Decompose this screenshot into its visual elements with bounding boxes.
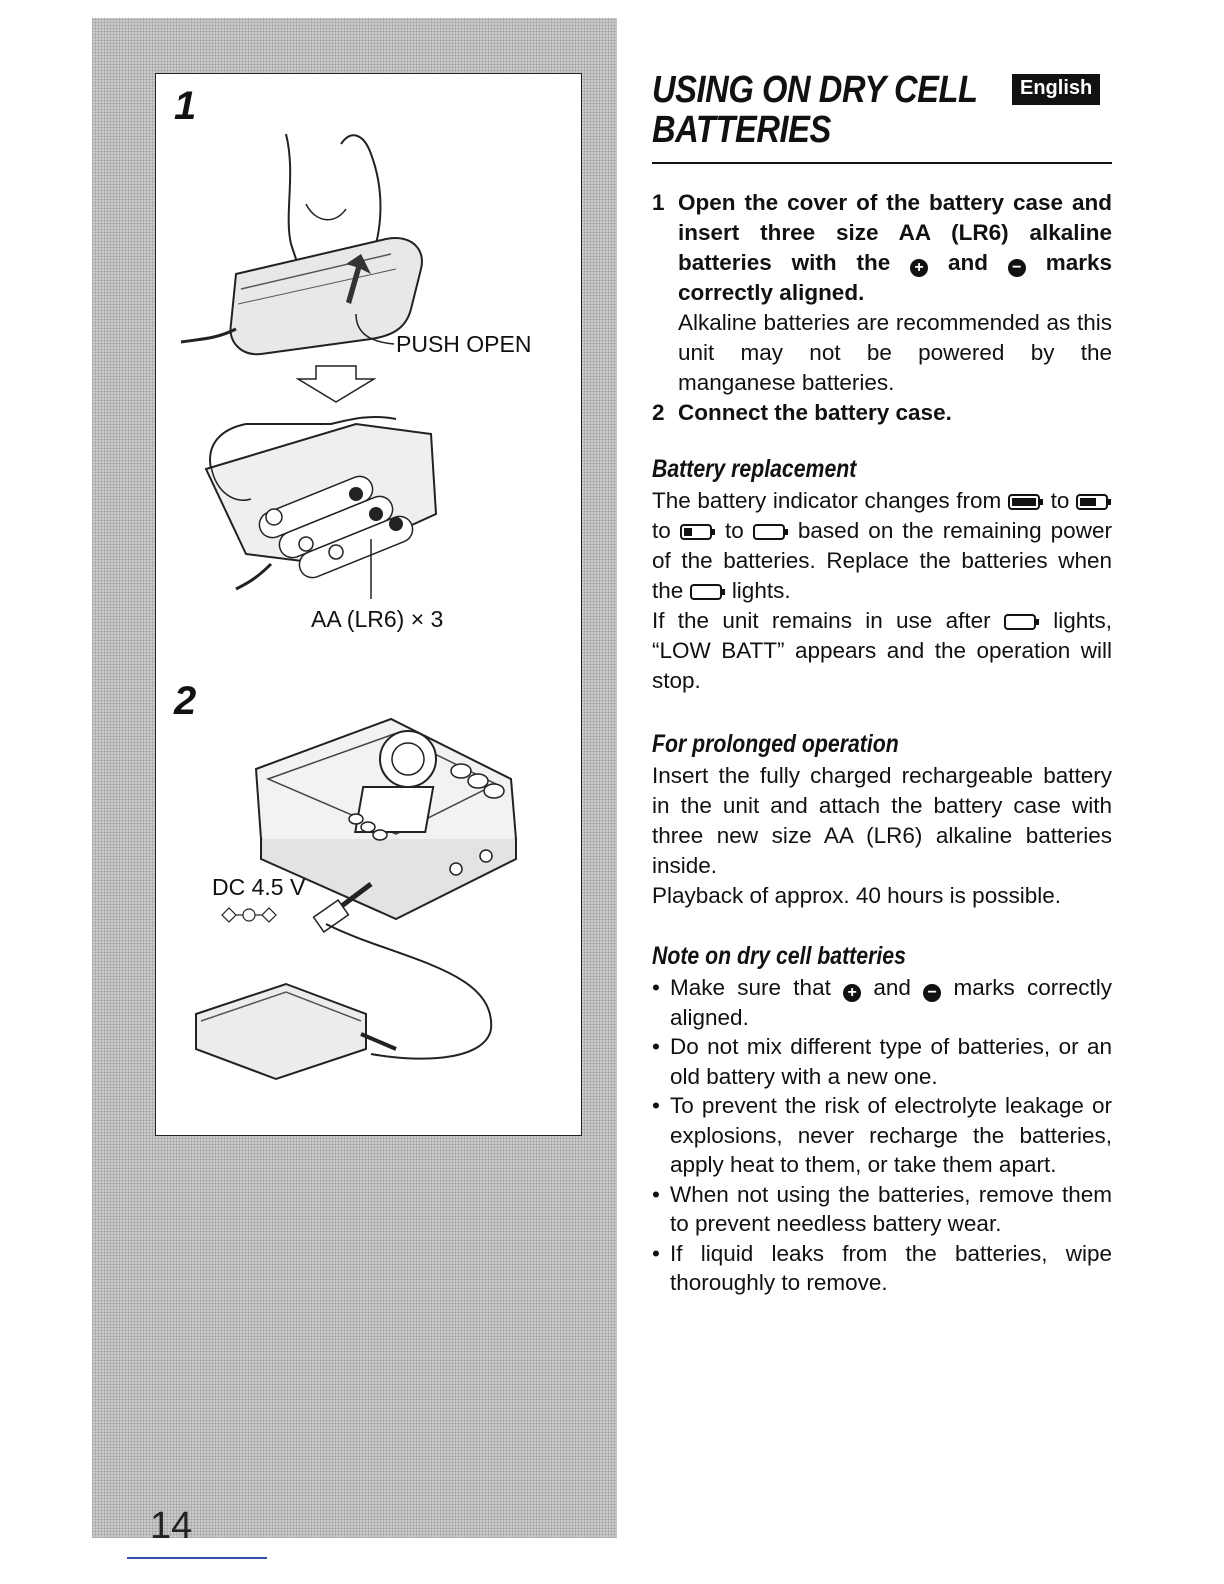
text-column (652, 69, 1112, 1295)
battery-empty-icon (690, 583, 726, 601)
step-1-text (678, 188, 1112, 398)
plus-mark-icon: + (910, 259, 928, 277)
step-1-number: 1 (652, 190, 665, 215)
language-badge: English (1012, 74, 1100, 105)
br-to-2: to (652, 518, 671, 543)
step-2-bold: Connect the battery case. (678, 400, 952, 425)
br-to-3: to (724, 518, 744, 543)
step-2-number: 2 (652, 400, 665, 425)
br-to-1: to (1050, 488, 1070, 513)
note-item-1 (652, 973, 1112, 1032)
br-text-2: based on the remaining power of the batteries. Replace the batteries when the (652, 518, 1112, 603)
note-item-5: • If liquid leaks from the batteries, wipe thoroughly to remove. (652, 1239, 1112, 1298)
step-1-detail: Alkaline batteries are recommended as this unit may not be powered by the manganese batteries. (678, 310, 1112, 395)
note-item-2: • Do not mix different type of batteries, or an old battery with a new one. (652, 1032, 1112, 1091)
figure-step1-number: 1 (174, 84, 197, 128)
prolonged-operation-section (652, 730, 1112, 911)
battery-quantity-label: AA (LR6) × 3 (311, 606, 444, 632)
note-item-4: • When not using the batteries, remove them to prevent needless battery wear. (652, 1180, 1112, 1239)
step-2 (652, 398, 1112, 428)
br-text-1: The battery indicator changes from (652, 488, 1002, 513)
title-line1: USING ON DRY CELL (652, 69, 978, 111)
step-1-bold-a: Open the cover of the battery case and insert three size AA (LR6) alkaline batteries with the (678, 190, 1112, 275)
plus-mark-icon: + (843, 984, 861, 1002)
note-heading: Note on dry cell batteries (652, 942, 906, 970)
title-line2: BATTERIES (652, 109, 831, 151)
battery-empty-icon (1004, 613, 1040, 631)
dc-voltage-label: DC 4.5 V (212, 874, 306, 900)
note-1-text-b: marks correctly aligned. (670, 975, 1112, 1030)
battery-empty-icon (753, 523, 789, 541)
figure-panel-step2 (155, 669, 582, 1136)
steps-list (652, 188, 1112, 428)
prolonged-operation-text-2: Playback of approx. 40 hours is possible. (652, 883, 1061, 908)
bottom-rule (127, 1557, 267, 1559)
page-number: 14 (150, 1505, 193, 1547)
battery-replacement-text (652, 486, 1112, 696)
prolonged-operation-text-1: Insert the fully charged rechargeable battery in the unit and attach the battery case with three new size AA (LR6) alkaline batteries inside. (652, 763, 1112, 878)
note-1-text-a: Make sure that (670, 975, 831, 1000)
br-text-3: If the unit remains in use after (652, 608, 991, 633)
figure-panel-step1 (155, 73, 582, 671)
note-section (652, 942, 1112, 1298)
battery-full-icon (1008, 493, 1044, 511)
step-2-text (678, 398, 952, 428)
note-1-and: and (873, 975, 911, 1000)
br-lights-1: lights. (731, 578, 791, 603)
battery-one-third-icon (680, 523, 716, 541)
step-1-and: and (947, 250, 988, 275)
note-item-3: • To prevent the risk of electrolyte leakage or explosions, never recharge the batteries, apply heat to them, or take them apart. (652, 1091, 1112, 1180)
minus-mark-icon: − (1008, 259, 1026, 277)
battery-two-thirds-icon (1076, 493, 1112, 511)
battery-replacement-heading: Battery replacement (652, 455, 857, 483)
note-list (652, 973, 1112, 1298)
step-1 (652, 188, 1112, 398)
minus-mark-icon: − (923, 984, 941, 1002)
minidisc-player-illustration (156, 669, 581, 1135)
prolonged-operation-heading: For prolonged operation (652, 730, 899, 758)
push-open-label: PUSH OPEN (396, 331, 532, 357)
battery-case-illustration (156, 74, 581, 670)
step-1-bold-b: marks correctly aligned. (678, 250, 1112, 305)
br-text-4: lights, “LOW BATT” appears and the operation will stop. (652, 608, 1112, 693)
figure-step2-number: 2 (174, 679, 197, 723)
battery-replacement-section (652, 455, 1112, 696)
title-underline (652, 162, 1112, 164)
